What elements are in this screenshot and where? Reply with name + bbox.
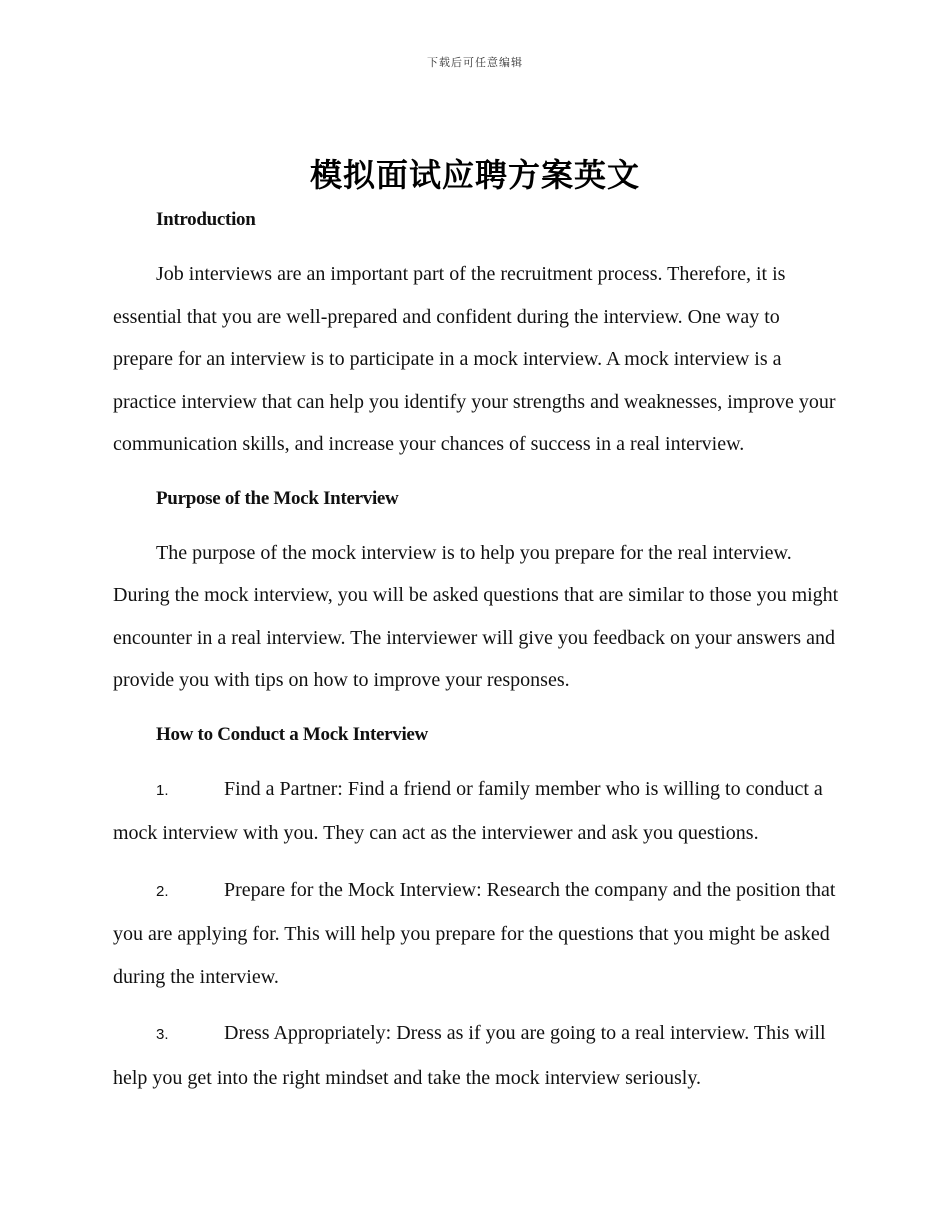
list-item-number: 1. bbox=[156, 781, 169, 799]
list-item bbox=[113, 1012, 840, 1099]
list-item-text: Dress Appropriately: Dress as if you are going to a real interview. This will help you get into the right mindset and take the mock interview seriously. bbox=[113, 1022, 826, 1089]
list-item-text: Prepare for the Mock Interview: Research the company and the position that you are applying for. This will help you prepare for the questions that you might be asked during the interview. bbox=[113, 878, 836, 988]
header-note: 下载后可任意编辑 bbox=[427, 56, 523, 69]
list-item bbox=[113, 768, 840, 855]
list-item-number: 2. bbox=[156, 882, 169, 900]
heading-introduction: Introduction bbox=[156, 209, 256, 230]
list-item-number: 3. bbox=[156, 1026, 169, 1043]
list-item bbox=[113, 869, 840, 999]
paragraph-introduction: Job interviews are an important part of the recruitment process. Therefore, it is essential that you are well-prepared and confident during the interview. One way to prepare for an interview is to participate in a mock interview. A mock interview is a practice interview that can help you identify your strengths and weaknesses, improve your communication skills, and increase your chances of success in a real interview. bbox=[113, 263, 836, 455]
heading-purpose: Purpose of the Mock Interview bbox=[156, 487, 399, 509]
paragraph-purpose: The purpose of the mock interview is to help you prepare for the real interview. During the mock interview, you will be asked questions that are similar to those you might encounter in a real interview. The interviewer will give you feedback on your answers and provide you with tips on how to improve your responses. bbox=[113, 541, 839, 691]
document-body bbox=[113, 201, 840, 1099]
heading-how-to: How to Conduct a Mock Interview bbox=[156, 723, 428, 745]
document-title: 模拟面试应聘方案英文 bbox=[309, 156, 640, 194]
list-item-text: Find a Partner: Find a friend or family member who is willing to conduct a mock interview with you. They can act as the interviewer and ask you questions. bbox=[113, 777, 823, 844]
